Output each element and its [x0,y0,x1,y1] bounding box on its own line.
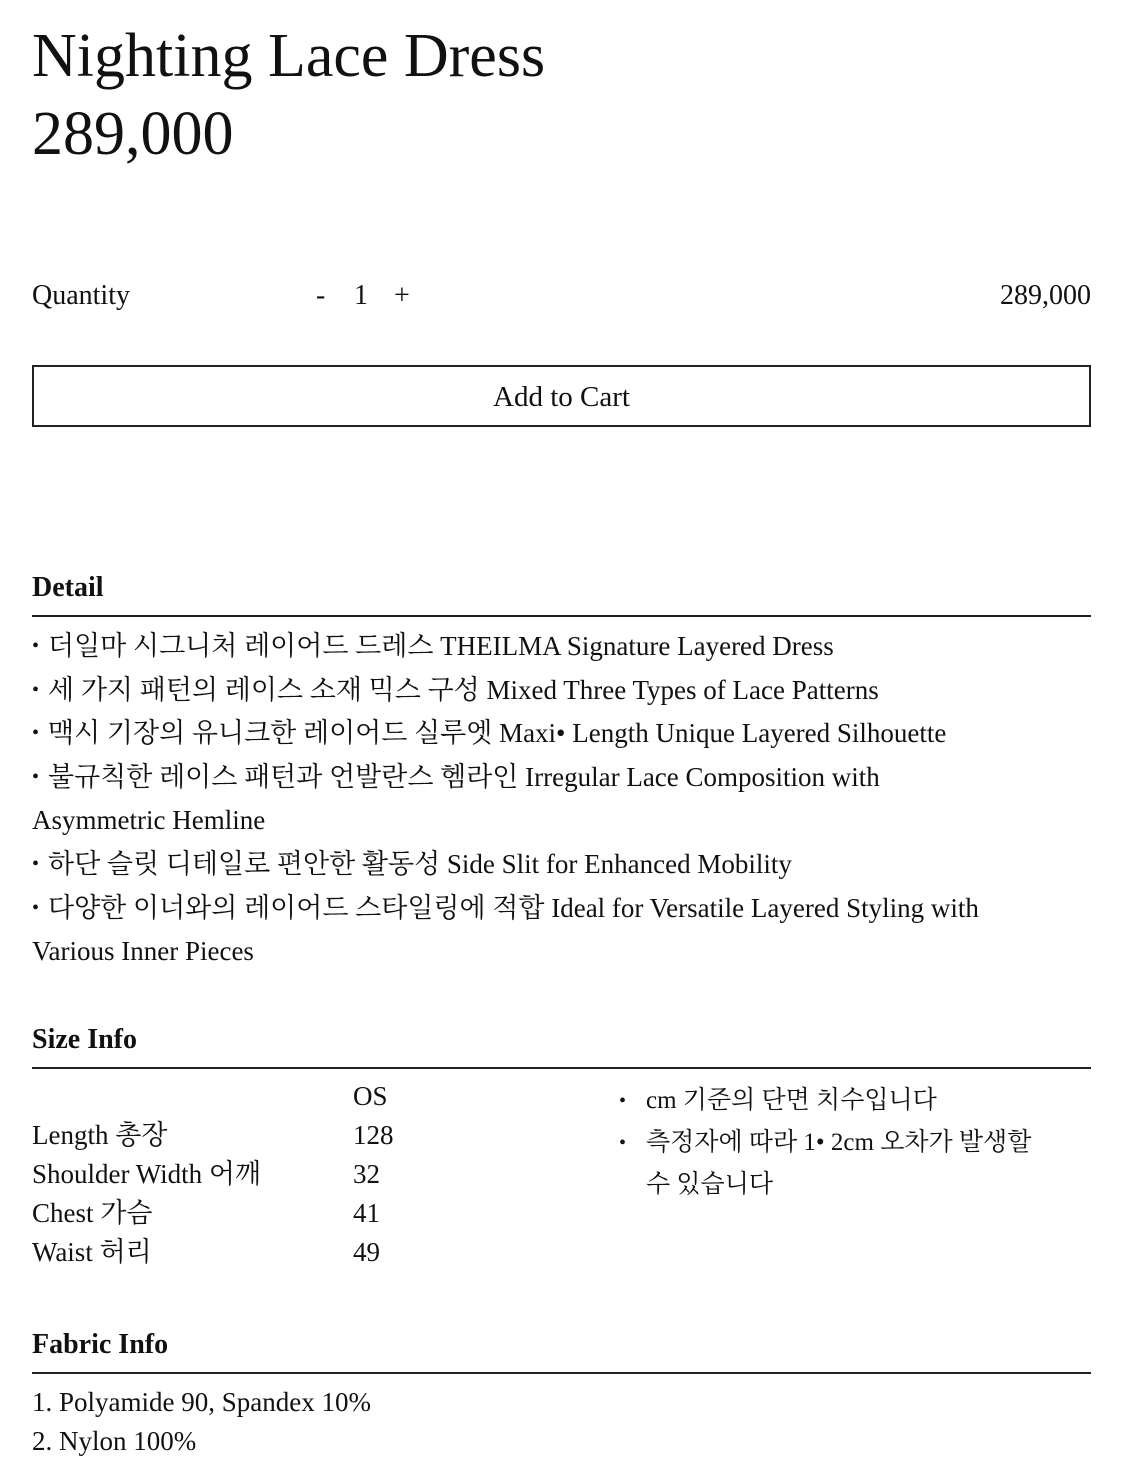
detail-item [32,712,1091,756]
detail-item-text: 다양한 이너와의 레이어드 스타일링에 적합 Ideal for Versatile Layered Styling with Various Inner Pieces [32,892,979,967]
size-label: Shoulder Width 어깨 [32,1159,262,1189]
product-price: 289,000 [32,100,234,168]
size-note-text: cm 기준의 단면 치수입니다 [646,1087,937,1114]
quantity-label: Quantity [32,280,130,311]
size-table-row [32,1155,592,1194]
bullet-icon: • [619,1132,627,1154]
bullet-icon: • [619,1090,627,1112]
size-value: 128 [353,1120,394,1150]
detail-item [32,843,1091,887]
size-label: Chest 가슴 [32,1198,153,1228]
size-note [614,1122,1046,1206]
fabric-item: 2. Nylon 100% [32,1426,197,1456]
fabric-item: 1. Polyamide 90, Spandex 10% [32,1387,371,1417]
total-price: 289,000 [1000,280,1091,311]
quantity-increase-button[interactable]: + [394,280,410,311]
size-notes [614,1080,1064,1206]
quantity-value[interactable]: 1 [354,280,368,311]
size-label: Waist 허리 [32,1237,152,1267]
detail-item [32,625,1091,669]
bullet-icon: • [32,678,40,701]
size-table-row [32,1194,592,1233]
fabric-list [32,1383,371,1461]
bullet-icon: • [32,765,40,788]
size-table [32,1077,592,1272]
bullet-icon: • [32,635,40,657]
bullet-icon: • [32,722,40,745]
size-value: 32 [353,1159,380,1189]
size-note-text: 측정자에 따라 1• 2cm 오차가 발생할 수 있습니다 [646,1129,1032,1198]
detail-item-text: 세 가지 패턴의 레이스 소재 믹스 구성 Mixed Three Types of Lace Patterns [48,674,879,705]
add-to-cart-button[interactable]: Add to Cart [32,365,1091,427]
quantity-decrease-button[interactable]: - [316,280,326,311]
size-note [614,1080,1064,1122]
product-title: Nighting Lace Dress [32,22,546,90]
bullet-icon: • [32,852,40,875]
quantity-row [32,276,1091,316]
size-table-row [32,1116,592,1155]
size-column-header: OS [353,1081,388,1111]
fabric-info-heading: Fabric Info [32,1327,1091,1374]
size-info-heading: Size Info [32,1022,1091,1069]
detail-heading: Detail [32,570,1091,617]
detail-item [32,669,1091,713]
detail-item-text: 더일마 시그니처 레이어드 드레스 THEILMA Signature Layered Dress [48,631,834,661]
detail-item-text: 불규칙한 레이스 패턴과 언발란스 헴라인 Irregular Lace Composition with Asymmetric Hemline [32,761,880,836]
detail-list [32,625,1091,974]
size-value: 49 [353,1237,380,1267]
detail-item-text: 하단 슬릿 디테일로 편안한 활동성 Side Slit for Enhanced Mobility [48,848,792,879]
bullet-icon: • [32,896,40,919]
size-table-header [32,1077,592,1116]
size-table-row [32,1233,592,1272]
detail-item [32,887,1042,974]
detail-item [32,756,992,843]
size-value: 41 [353,1198,380,1228]
size-label: Length 총장 [32,1120,168,1150]
detail-item-text: 맥시 기장의 유니크한 레이어드 실루엣 Maxi• Length Unique Layered Silhouette [48,718,947,749]
